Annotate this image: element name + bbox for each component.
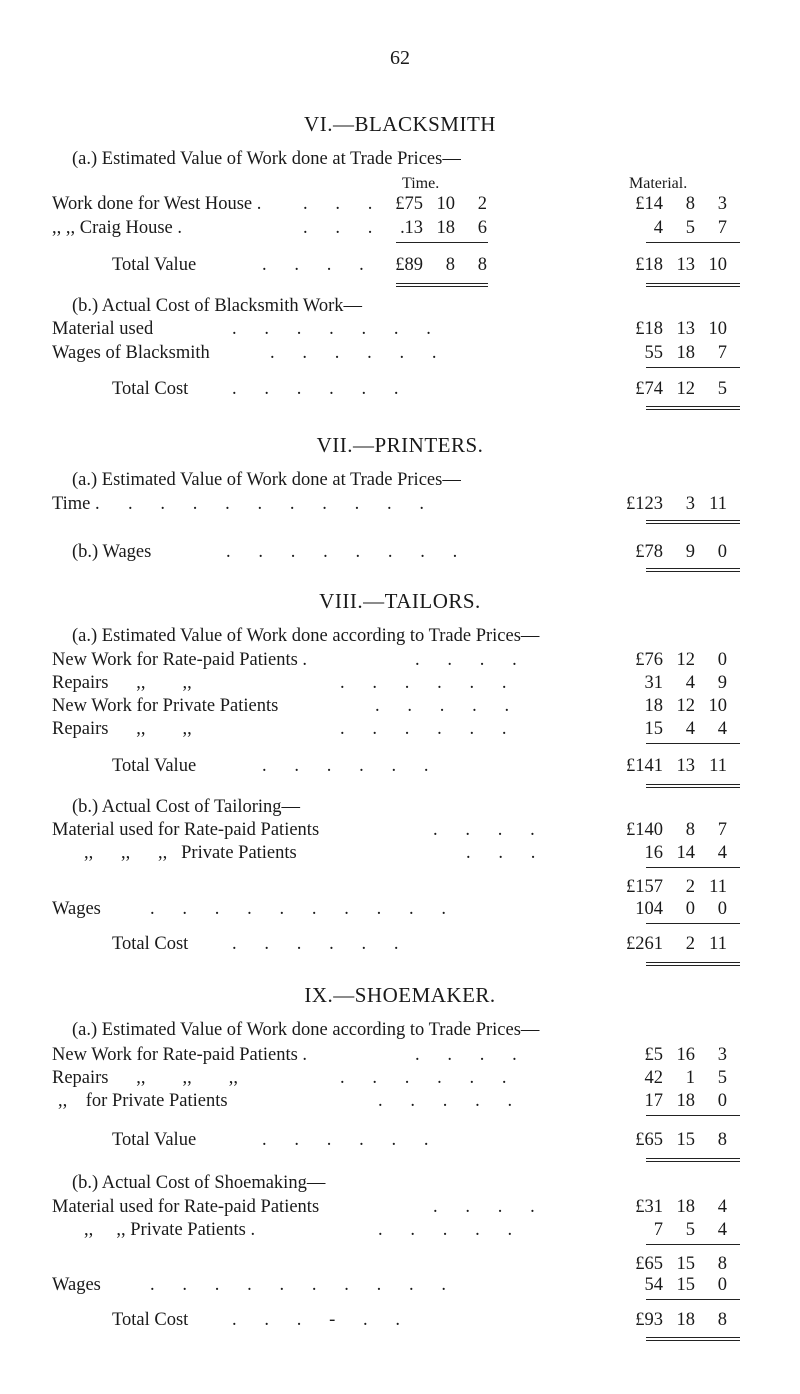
total-cost-amount: £261 2 11 (626, 934, 727, 954)
row-label: New Work for Rate-paid Patients . (52, 1045, 308, 1065)
double-rule (646, 406, 740, 410)
leader-dots: . . . . . . . . . . (150, 899, 446, 919)
total-value-label: Total Value (112, 1130, 197, 1150)
amount: 7 5 4 (653, 1220, 727, 1240)
double-rule (646, 1337, 740, 1341)
leader-dots: . . . . . . (270, 343, 437, 363)
tailors-heading: VIII.—TAILORS. (319, 589, 481, 613)
cost-amount: £18 13 10 (635, 319, 727, 339)
shoemaker-heading: IX.—SHOEMAKER. (304, 983, 496, 1007)
wages-amount: 104 0 0 (635, 899, 727, 919)
amount: £76 12 0 (635, 650, 727, 670)
amount: 42 1 5 (644, 1068, 727, 1088)
rule (646, 923, 740, 924)
material-amount: 4 5 7 (653, 218, 727, 238)
leader-dots: . . . . . (375, 696, 510, 716)
amount: £5 16 3 (644, 1045, 727, 1065)
double-rule (646, 520, 740, 524)
amount: £31 18 4 (635, 1197, 727, 1217)
page-number: 62 (390, 47, 410, 69)
row-label: New Work for Private Patients (52, 696, 279, 716)
material-column-header: Material. (629, 175, 688, 192)
blacksmith-b-label: (b.) Actual Cost of Blacksmith Work— (72, 296, 363, 316)
amount: 15 4 4 (644, 719, 727, 739)
rule (646, 242, 740, 243)
total-cost-amount: £93 18 8 (635, 1310, 727, 1330)
leader-dots: . . . . . . (340, 1068, 507, 1088)
leader-dots: . . . . (433, 820, 535, 840)
row-label: Material used for Rate-paid Patients (52, 820, 320, 840)
cost-amount: 55 18 7 (644, 343, 727, 363)
total-value-label: Total Value (112, 255, 197, 275)
leader-dots: . . . - . . (232, 1310, 401, 1330)
total-value-amount: £65 15 8 (635, 1130, 727, 1150)
row-label: New Work for Rate-paid Patients . (52, 650, 308, 670)
wages-amount: £78 9 0 (635, 542, 727, 562)
row-label: ,, ,, Private Patients . (84, 1220, 256, 1240)
row-label: Work done for West House . (52, 194, 262, 214)
leader-dots: . . . . . . (340, 673, 507, 693)
rule (646, 1244, 740, 1245)
amount: £140 8 7 (626, 820, 727, 840)
time-amount: 13 18 6 (404, 218, 487, 238)
total-material-amount: £18 13 10 (635, 255, 727, 275)
total-cost-amount: £74 12 5 (635, 379, 727, 399)
leader-dots: . . . . . . (232, 934, 399, 954)
double-rule (646, 962, 740, 966)
leader-dots: . . . (303, 194, 373, 214)
amount: 16 14 4 (644, 843, 727, 863)
subtotal-amount: £157 2 11 (626, 877, 727, 897)
total-cost-label: Total Cost (112, 379, 189, 399)
total-cost-label: Total Cost (112, 1310, 189, 1330)
wages-label: (b.) Wages (72, 542, 152, 562)
tailors-b-label: (b.) Actual Cost of Tailoring— (72, 797, 301, 817)
row-label: ,, for Private Patients (58, 1091, 228, 1111)
leader-dots: . . . . . . . . (226, 542, 458, 562)
leader-dots: . . . . (303, 218, 405, 238)
row-label: Material used for Rate-paid Patients (52, 1197, 320, 1217)
row-label: Wages of Blacksmith (52, 343, 210, 363)
rule (646, 367, 740, 368)
amount: 18 12 10 (644, 696, 727, 716)
total-value-amount: £141 13 11 (626, 756, 727, 776)
time-amount: £123 3 11 (626, 494, 727, 514)
leader-dots: . . . . . . . . . . (150, 1275, 446, 1295)
row-label: ,, ,, ,, Private Patients (84, 843, 297, 863)
printers-a-label: (a.) Estimated Value of Work done at Trade Prices— (72, 470, 461, 490)
amount: 17 18 0 (644, 1091, 727, 1111)
row-label: ,, ,, Craig House . (52, 218, 182, 238)
double-rule (646, 784, 740, 788)
leader-dots: . . . . . . . (232, 319, 431, 339)
row-label: Repairs ,, ,, (52, 673, 192, 693)
leader-dots: . . . . . . (262, 1130, 429, 1150)
leader-dots: . . . . (415, 650, 517, 670)
leader-dots: . . . . (415, 1045, 517, 1065)
leader-dots: . . . . . . (232, 379, 399, 399)
material-amount: £14 8 3 (635, 194, 727, 214)
tailors-a-label: (a.) Estimated Value of Work done according to Trade Prices— (72, 626, 540, 646)
leader-dots: . . . . . (378, 1220, 513, 1240)
rule (646, 1299, 740, 1300)
leader-dots: . . . . . . (340, 719, 507, 739)
blacksmith-a-label: (a.) Estimated Value of Work done at Trade Prices— (72, 149, 461, 169)
printers-heading: VII.—PRINTERS. (316, 433, 484, 457)
rule (396, 242, 488, 243)
row-label: Repairs ,, ,, (52, 719, 192, 739)
leader-dots: . . . . . (378, 1091, 513, 1111)
rule (646, 867, 740, 868)
wages-amount: 54 15 0 (644, 1275, 727, 1295)
leader-dots: . . . . (433, 1197, 535, 1217)
shoemaker-a-label: (a.) Estimated Value of Work done according to Trade Prices— (72, 1020, 540, 1040)
rule (646, 743, 740, 744)
amount: 31 4 9 (644, 673, 727, 693)
total-value-label: Total Value (112, 756, 197, 776)
double-rule (646, 568, 740, 572)
leader-dots: . . . . . . (262, 756, 429, 776)
wages-label: Wages (52, 1275, 101, 1295)
row-label: Material used (52, 319, 154, 339)
rule (646, 1115, 740, 1116)
time-column-header: Time. (402, 175, 440, 192)
double-rule (396, 283, 488, 287)
time-label: Time . (52, 494, 100, 514)
time-amount: £75 10 2 (395, 194, 487, 214)
shoemaker-b-label: (b.) Actual Cost of Shoemaking— (72, 1173, 326, 1193)
total-time-amount: £89 8 8 (395, 255, 487, 275)
row-label: Repairs ,, ,, ,, (52, 1068, 239, 1088)
subtotal-amount: £65 15 8 (635, 1254, 727, 1274)
double-rule (646, 1158, 740, 1162)
leader-dots: . . . . (262, 255, 364, 275)
double-rule (646, 283, 740, 287)
leader-dots: . . . . . . . . . . (128, 494, 424, 514)
total-cost-label: Total Cost (112, 934, 189, 954)
wages-label: Wages (52, 899, 101, 919)
blacksmith-heading: VI.—BLACKSMITH (304, 112, 496, 136)
leader-dots: . . . (466, 843, 536, 863)
